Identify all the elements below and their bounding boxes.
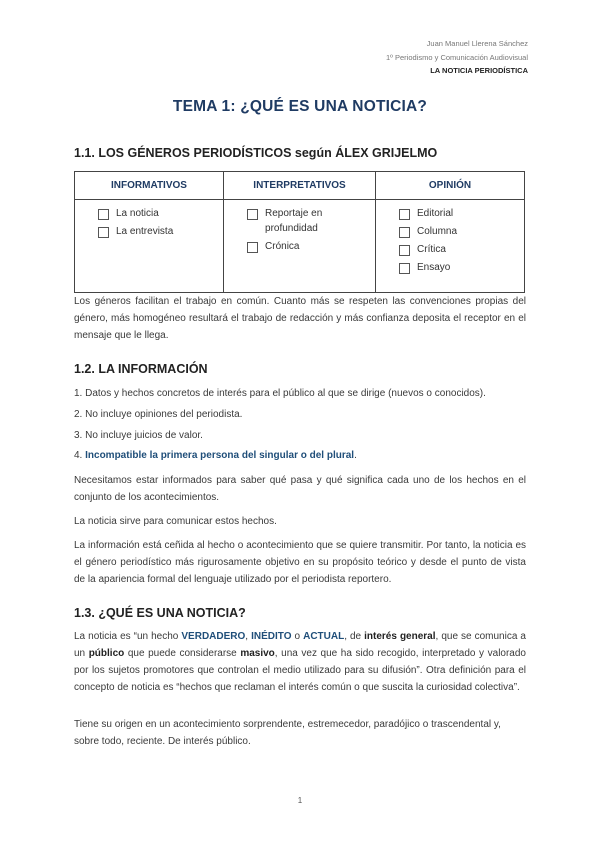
def-text: que puede considerarse xyxy=(124,648,241,659)
checkbox-icon[interactable] xyxy=(247,209,258,220)
genres-table-cell-informativos xyxy=(75,200,224,293)
genres-table-header-informativos: INFORMATIVOS xyxy=(75,172,224,200)
genres-table-cell-opinion xyxy=(376,200,525,293)
section-1-heading xyxy=(74,146,437,160)
checkbox-label: Reportaje en profundidad xyxy=(265,208,323,234)
checkbox-item[interactable] xyxy=(396,242,524,257)
info-list-item-4 xyxy=(74,447,526,464)
def-text: , xyxy=(245,631,252,642)
def-bold-publico: público xyxy=(88,648,125,659)
def-text: La noticia es “un hecho xyxy=(74,631,182,642)
checkbox-icon[interactable] xyxy=(399,263,410,274)
checkbox-item[interactable] xyxy=(244,206,375,236)
section-3-heading: 1.3. ¿QUÉ ES UNA NOTICIA? xyxy=(74,606,246,620)
genres-paragraph: Los géneros facilitan el trabajo en común. Cuanto más se respeten las convenciones propias del género, más homogéneo resultará el trabajo de redacción y más confianza deposita el receptor en el mensaje que le llega. xyxy=(74,296,526,341)
checkbox-icon[interactable] xyxy=(247,242,258,253)
checkbox-item[interactable] xyxy=(396,206,524,221)
checkbox-icon[interactable] xyxy=(98,209,109,220)
checkbox-label: Editorial xyxy=(417,208,454,219)
info-paragraph-3: La información está ceñida al hecho o acontecimiento que se quiere transmitir. Por tanto, la noticia es el género periodístico más rigurosamente objetivo en su propósito teórico y desde el punto de vista de la apariencia formal del lenguaje utilizado por el periodista reportero. xyxy=(74,540,526,585)
checkbox-item[interactable] xyxy=(95,224,223,239)
noticia-origin-paragraph: Tiene su origen en un acontecimiento sorprendente, estremecedor, paradójico o trascendental y, sobre todo, reciente. De interés público. xyxy=(74,719,501,747)
info-list-item-4-prefix: 4. xyxy=(74,450,83,461)
checkbox-label: Ensayo xyxy=(417,262,451,273)
def-text: o xyxy=(291,631,304,642)
info-paragraph-2: La noticia sirve para comunicar estos hechos. xyxy=(74,516,277,527)
genres-table xyxy=(74,171,525,293)
def-bold-masivo: masivo xyxy=(240,648,275,659)
def-text: , que se comunica a un xyxy=(74,631,526,659)
checkbox-icon[interactable] xyxy=(98,227,109,238)
section-2-heading: 1.2. LA INFORMACIÓN xyxy=(74,362,208,376)
def-text: , de xyxy=(344,631,365,642)
section-1-heading-text: 1.1. LOS GÉNEROS PERIODÍSTICOS xyxy=(74,146,292,160)
section-1-heading-suffix: según ÁLEX GRIJELMO xyxy=(294,146,438,160)
def-keyword-actual: ACTUAL xyxy=(303,631,345,642)
page-title: TEMA 1: ¿QUÉ ES UNA NOTICIA? xyxy=(172,98,428,115)
header-course-title: LA NOTICIA PERIODÍSTICA xyxy=(430,66,528,75)
checkbox-item[interactable] xyxy=(95,206,223,221)
page-header xyxy=(386,37,528,78)
checkbox-item[interactable] xyxy=(244,239,375,254)
genres-table-cell-interpretativos xyxy=(224,200,376,293)
info-list-item-2: 2. No incluye opiniones del periodista. xyxy=(74,409,243,420)
checkbox-item[interactable] xyxy=(396,224,524,239)
info-list-item-4-end: . xyxy=(354,450,357,461)
info-list-item-1: 1. Datos y hechos concretos de interés para el público al que se dirige (nuevos o conocidos). xyxy=(74,388,486,399)
noticia-definition xyxy=(74,628,526,696)
header-author: Juan Manuel Llerena Sánchez xyxy=(426,39,528,48)
checkbox-icon[interactable] xyxy=(399,245,410,256)
checkbox-item[interactable] xyxy=(396,260,524,275)
info-list-item-4-highlight: Incompatible la primera persona del singular o del plural xyxy=(85,450,355,461)
def-keyword-verdadero: VERDADERO xyxy=(181,631,246,642)
checkbox-label: Crítica xyxy=(417,244,446,255)
page-number: 1 xyxy=(297,796,303,805)
checkbox-label: Columna xyxy=(417,226,458,237)
checkbox-label: La noticia xyxy=(116,208,159,219)
info-list-item-3: 3. No incluye juicios de valor. xyxy=(74,430,203,441)
checkbox-label: Crónica xyxy=(265,241,300,252)
def-bold-interes-general: interés general xyxy=(364,631,436,642)
checkbox-icon[interactable] xyxy=(399,227,410,238)
def-text: , una vez que ha sido recogido, interpretado y valorado por los sujetos promotores que controlan el medio utilizado para su difusión”. Otra definición para el concepto de noticia es “hechos que reclaman el interés común o que suscita la curiosidad colectiva”. xyxy=(74,648,526,693)
def-keyword-inedito: INÉDITO xyxy=(251,631,292,642)
checkbox-label: La entrevista xyxy=(116,226,174,237)
genres-table-header-interpretativos: INTERPRETATIVOS xyxy=(224,172,376,200)
checkbox-icon[interactable] xyxy=(399,209,410,220)
info-paragraph-1: Necesitamos estar informados para saber qué pasa y qué significa cada uno de los hechos en el conjunto de los acontecimientos. xyxy=(74,475,526,503)
header-program: 1º Periodismo y Comunicación Audiovisual xyxy=(386,52,528,62)
genres-table-header-opinion: OPINIÓN xyxy=(376,172,525,200)
